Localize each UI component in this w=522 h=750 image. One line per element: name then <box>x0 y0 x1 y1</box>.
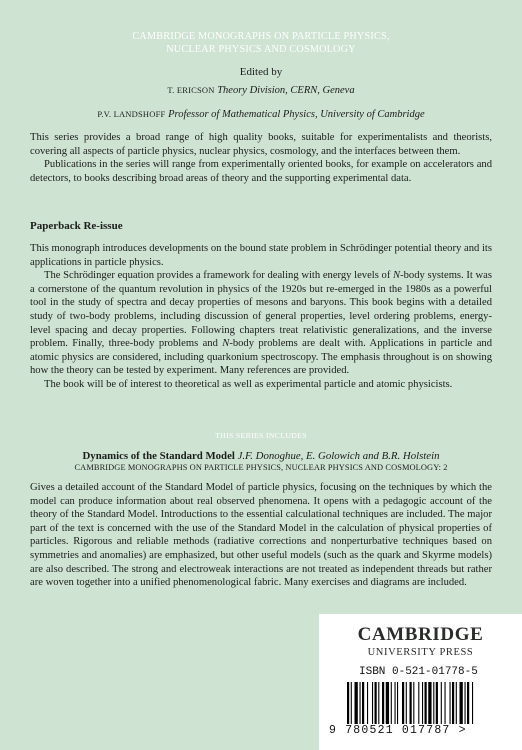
barcode-bar <box>367 682 368 724</box>
barcode-bar <box>347 682 349 724</box>
series-description-p1: This series provides a broad range of high quality books, suitable for experimentalists and theorists, covering all aspects of particle physics, nuclear physics, cosmology, and the interfaces between them. <box>30 132 492 157</box>
series-title <box>0 30 522 56</box>
barcode-bar <box>418 682 419 724</box>
barcode-bar <box>436 682 438 724</box>
barcode-bar <box>402 682 404 724</box>
barcode-bar <box>386 682 389 724</box>
barcode-bar <box>362 682 364 724</box>
barcode-bar <box>391 682 392 724</box>
barcode-bar <box>433 682 434 724</box>
barcode-bar <box>472 682 473 724</box>
barcode-bar <box>450 682 451 724</box>
barcode-bar <box>372 682 373 724</box>
barcode-bar <box>441 682 442 724</box>
barcode-bar <box>452 682 454 724</box>
barcode-bar <box>406 682 407 724</box>
barcode-bar <box>355 682 358 724</box>
related-book-description <box>30 481 492 590</box>
related-book-title <box>0 450 522 462</box>
series-title-line-1: CAMBRIDGE MONOGRAPHS ON PARTICLE PHYSICS, <box>132 31 390 42</box>
barcode-bar <box>413 682 414 724</box>
barcode-bar <box>375 682 377 724</box>
editor-1-name: T. ERICSON <box>167 85 215 95</box>
editor-2-affiliation: Professor of Mathematical Physics, University of Cambridge <box>168 109 425 120</box>
barcode-bar <box>410 682 412 724</box>
barcode-digits: 9 780521 017787 > <box>329 724 467 737</box>
barcode-bar <box>425 682 427 724</box>
related-book-description-text: Gives a detailed account of the Standard Model of particle physics, focusing on the techniques by which the model can produce information about real observed phenomena. It opens with a pedagogic account of the theory of the Standard Model. Introductions to the essential calculational techniques are included. The major part of the text is concerned with the use of the Standard Model in the calculation of physical properties of particles. Rigorous and reliable methods (radiative corrections and nonperturbative techniques based on symmetries and anomalies) are emphasized, but other useful models (such as the quark and Skyrme models) are also described. The strong and electroweak interactions are not treated as independent threads but rather are woven together into a unified phenomenological fabric. Many exercises and diagrams are included. <box>30 482 492 589</box>
barcode-bar <box>445 682 446 724</box>
related-book-name: Dynamics of the Standard Model <box>82 450 235 462</box>
barcode-bar <box>465 682 466 724</box>
barcode-bar <box>460 682 463 724</box>
isbn: ISBN 0-521-01778-5 <box>359 666 478 678</box>
reissue-heading: Paperback Re-issue <box>30 220 123 232</box>
book-blurb <box>30 242 492 392</box>
barcode-bar <box>360 682 361 724</box>
editor-2-name: P.V. LANDSHOFF <box>97 109 166 119</box>
barcode-bar <box>467 682 469 724</box>
barcode-bar <box>397 682 398 724</box>
series-description <box>30 131 492 185</box>
barcode-bar <box>428 682 431 724</box>
editor-2 <box>0 109 522 120</box>
barcode-bar <box>382 682 384 724</box>
blurb-text: -body systems. It was a cornerstone of the quantum revolution in physics of the 1920s but re-emerged in the 1980s as a powerful tool in the study of spectra and decay properties of mesons and baryons. This book begins with a detailed study of two-body problems, including discussion of general properties, level ordering problems, energy-level spacing and decay properties. Following chapters treat relativistic generalizations, and the inverse problem. Finally, three-body problems and <box>30 270 492 350</box>
blurb-italic-n: N <box>393 270 401 282</box>
book-blurb-p3: The book will be of interest to theoretical as well as experimental particle and atomic physicists. <box>44 378 453 390</box>
series-description-p2: Publications in the series will range from experimentally oriented books, for example on accelerators and detectors, to books describing broad areas of theory and the supporting experimental data. <box>30 159 492 184</box>
series-includes-label: THIS SERIES INCLUDES <box>215 431 307 440</box>
publisher-logo: CAMBRIDGE <box>357 624 484 645</box>
edited-by-label: Edited by <box>239 66 283 78</box>
publisher-panel <box>319 614 522 750</box>
book-blurb-p1: This monograph introduces developments on the bound state problem in Schrödinger potential theory and its applications in particle physics. <box>30 243 492 268</box>
barcode-bar <box>422 682 423 724</box>
related-book-series: CAMBRIDGE MONOGRAPHS ON PARTICLE PHYSICS, NUCLEAR PHYSICS AND COSMOLOGY: 2 <box>74 463 448 472</box>
editor-1-affiliation: Theory Division, CERN, Geneva <box>217 85 355 96</box>
series-title-line-2: NUCLEAR PHYSICS AND COSMOLOGY <box>166 44 356 55</box>
book-blurb-p2 <box>30 269 492 378</box>
barcode-bar <box>351 682 352 724</box>
barcode-bar <box>378 682 379 724</box>
barcode-bar <box>395 682 396 724</box>
related-book-authors: J.F. Donoghue, E. Golowich and B.R. Holstein <box>237 450 440 462</box>
blurb-text: -body problems are dealt with. Applications in particle and atomic physics are considered, including quarkonium spectroscopy. The emphasis throughout is on showing how the theory can be tested by experiment. Many references are provided. <box>30 338 492 377</box>
publisher-press: UNIVERSITY PRESS <box>367 647 474 658</box>
editor-1 <box>0 85 522 96</box>
blurb-text: The Schrödinger equation provides a framework for dealing with energy levels of <box>44 270 394 282</box>
blurb-italic-n: N <box>222 338 230 350</box>
barcode-bar <box>456 682 457 724</box>
